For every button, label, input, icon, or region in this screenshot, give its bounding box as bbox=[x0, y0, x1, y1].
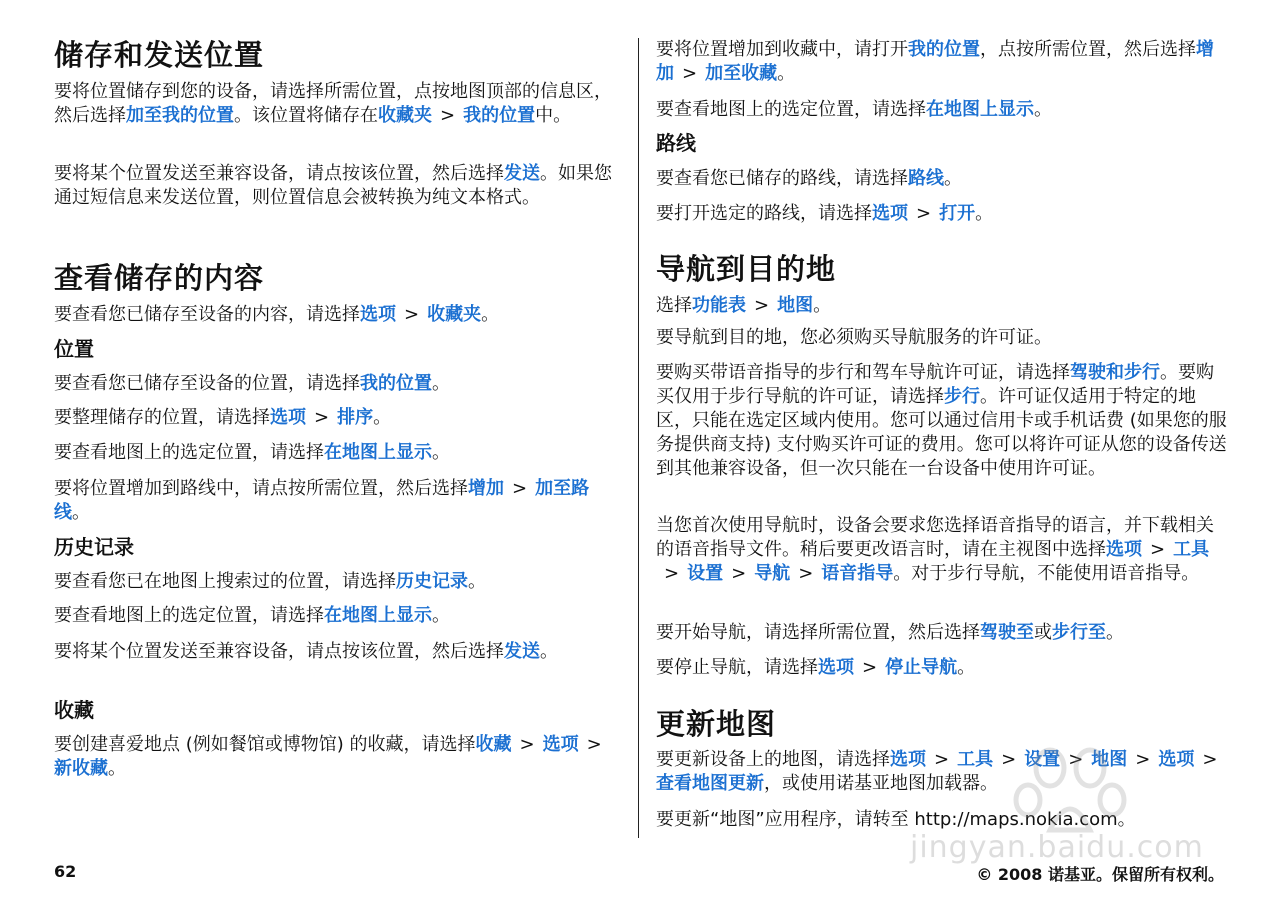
link-add-to-route[interactable]: 加至路线 bbox=[54, 478, 590, 523]
link-add-to-collection[interactable]: 加至收藏 bbox=[705, 63, 778, 84]
link-favorites[interactable]: 收藏夹 bbox=[427, 304, 482, 325]
paragraph-view-routes: 要查看您已储存的路线，请选择路线。 bbox=[656, 168, 962, 189]
paragraph-view-history: 要查看您已在地图上搜索过的位置，请选择历史记录。 bbox=[54, 571, 486, 592]
link-sort[interactable]: 排序 bbox=[337, 407, 374, 428]
section-title-save-send: 储存和发送位置 bbox=[54, 38, 265, 72]
paragraph-show-on-map-3: 要查看地图上的选定位置，请选择在地图上显示。 bbox=[656, 99, 1052, 120]
link-drive-and-walk[interactable]: 驾驶和步行 bbox=[1070, 362, 1160, 383]
link-navigation[interactable]: 导航 bbox=[754, 563, 791, 584]
paragraph-send-location: 要将某个位置发送至兼容设备，请点按该位置，然后选择发送。如果您通过短信息来发送位置，则位置信息会被转换为纯文本格式。 bbox=[54, 163, 612, 208]
paragraph-add-to-collection: 要将位置增加到收藏中，请打开我的位置，点按所需位置，然后选择增加 > 加至收藏。 bbox=[656, 39, 1214, 84]
link-options[interactable]: 选项 bbox=[890, 749, 926, 770]
link-settings[interactable]: 设置 bbox=[1024, 749, 1061, 770]
paragraph-update-maps: 要更新设备上的地图，请选择选项 > 工具 > 设置 > 地图 > 选项 >查看地图更新，或使用诺基亚地图加载器。 bbox=[656, 749, 1218, 794]
paragraph-stop-navigation: 要停止导航，请选择选项 > 停止导航。 bbox=[656, 657, 976, 678]
link-walk-to[interactable]: 步行至 bbox=[1052, 622, 1106, 643]
link-stop-navigation[interactable]: 停止导航 bbox=[885, 657, 958, 678]
subheading-routes: 路线 bbox=[656, 131, 696, 155]
link-add[interactable]: 增加 bbox=[656, 39, 1214, 84]
paragraph-voice-guidance: 当您首次使用导航时，设备会要求您选择语音指导的语言，并下载相关的语音指导文件。稍后要更改语言时，请在主视图中选择选项 > 工具> 设置 > 导航 > 语音指导。对于步行导航，不能使用语音指导。 bbox=[656, 515, 1214, 584]
paragraph-view-saved: 要查看您已储存至设备的内容，请选择选项 > 收藏夹。 bbox=[54, 304, 500, 325]
link-maps[interactable]: 地图 bbox=[777, 295, 814, 316]
paragraph-view-places: 要查看您已储存至设备的位置，请选择我的位置。 bbox=[54, 373, 450, 394]
link-menu[interactable]: 功能表 bbox=[692, 295, 746, 316]
link-my-places[interactable]: 我的位置 bbox=[463, 105, 536, 126]
paragraph-sort-places: 要整理储存的位置，请选择选项 > 排序。 bbox=[54, 407, 392, 428]
link-options[interactable]: 选项 bbox=[542, 734, 579, 755]
link-add-to-my-places[interactable]: 加至我的位置 bbox=[126, 105, 234, 126]
link-voice-guidance[interactable]: 语音指导 bbox=[821, 563, 894, 584]
paragraph-show-on-map: 要查看地图上的选定位置，请选择在地图上显示。 bbox=[54, 442, 450, 463]
paragraph-create-collection: 要创建喜爱地点 (例如餐馆或博物馆) 的收藏，请选择收藏 > 选项 >新收藏。 bbox=[54, 734, 602, 779]
link-options[interactable]: 选项 bbox=[1158, 749, 1195, 770]
link-options[interactable]: 选项 bbox=[872, 203, 908, 224]
link-show-on-map[interactable]: 在地图上显示 bbox=[926, 99, 1034, 120]
paragraph-start-navigation: 要开始导航，请选择所需位置，然后选择驾驶至或步行至。 bbox=[656, 622, 1124, 643]
page-number: 62 bbox=[54, 862, 77, 881]
link-routes[interactable]: 路线 bbox=[908, 168, 944, 189]
link-new-collection[interactable]: 新收藏 bbox=[54, 758, 108, 779]
link-options[interactable]: 选项 bbox=[360, 304, 396, 325]
subheading-history: 历史记录 bbox=[54, 535, 134, 559]
watermark-text: jingyan.baidu.com bbox=[910, 830, 1204, 865]
link-history[interactable]: 历史记录 bbox=[396, 571, 468, 592]
subheading-collections: 收藏 bbox=[54, 698, 94, 722]
paragraph-select-maps: 选择功能表 > 地图。 bbox=[656, 295, 832, 316]
link-collections[interactable]: 收藏 bbox=[475, 734, 512, 755]
copyright: © 2008 诺基亚。保留所有权利。 bbox=[976, 865, 1224, 884]
subheading-places: 位置 bbox=[54, 337, 94, 361]
link-open[interactable]: 打开 bbox=[939, 203, 976, 224]
paragraph-add-to-route: 要将位置增加到路线中，请点按所需位置，然后选择增加 > 加至路线。 bbox=[54, 478, 590, 523]
link-tools[interactable]: 工具 bbox=[957, 749, 994, 770]
link-check-map-updates[interactable]: 查看地图更新 bbox=[656, 773, 764, 794]
link-options[interactable]: 选项 bbox=[270, 407, 306, 428]
link-walk[interactable]: 步行 bbox=[944, 386, 980, 407]
paragraph-show-on-map-2: 要查看地图上的选定位置，请选择在地图上显示。 bbox=[54, 605, 450, 626]
paragraph-buy-license: 要购买带语音指导的步行和驾车导航许可证，请选择驾驶和步行。要购买仅用于步行导航的许可证，请选择步行。许可证仅适用于特定的地区，只能在选定区域内使用。您可以通过信用卡或手机话费 (如果您的服务提供商支持) 支付购买许可证的费用。您可以将许可证从您的设备传送到其他兼容设备，但一次只能在一台设备中使用许可证。 bbox=[656, 362, 1227, 479]
link-favorites[interactable]: 收藏夹 bbox=[378, 105, 432, 126]
section-title-view-saved: 查看储存的内容 bbox=[54, 261, 265, 295]
section-title-update-maps: 更新地图 bbox=[656, 707, 777, 741]
link-drive-to[interactable]: 驾驶至 bbox=[980, 622, 1034, 643]
link-send[interactable]: 发送 bbox=[504, 641, 540, 662]
link-my-places[interactable]: 我的位置 bbox=[908, 39, 980, 60]
link-add[interactable]: 增加 bbox=[468, 478, 504, 499]
link-settings[interactable]: 设置 bbox=[687, 563, 724, 584]
link-tools[interactable]: 工具 bbox=[1173, 539, 1210, 560]
link-show-on-map[interactable]: 在地图上显示 bbox=[324, 442, 432, 463]
section-title-navigate: 导航到目的地 bbox=[656, 252, 837, 286]
paragraph-send-location-2: 要将某个位置发送至兼容设备，请点按该位置，然后选择发送。 bbox=[54, 641, 558, 662]
link-maps[interactable]: 地图 bbox=[1091, 749, 1128, 770]
paragraph-save-location: 要将位置储存到您的设备，请选择所需位置，点按地图顶部的信息区，然后选择加至我的位置。该位置将储存在收藏夹 > 我的位置中。 bbox=[54, 81, 612, 126]
link-show-on-map[interactable]: 在地图上显示 bbox=[324, 605, 432, 626]
link-options[interactable]: 选项 bbox=[818, 657, 854, 678]
link-send[interactable]: 发送 bbox=[504, 163, 540, 184]
link-my-places[interactable]: 我的位置 bbox=[360, 373, 432, 394]
paragraph-update-app: 要更新“地图”应用程序，请转至 http://maps.nokia.com。 bbox=[656, 809, 1136, 830]
paragraph-license-required: 要导航到目的地，您必须购买导航服务的许可证。 bbox=[656, 327, 1052, 348]
paragraph-open-route: 要打开选定的路线，请选择选项 > 打开。 bbox=[656, 203, 994, 224]
link-options[interactable]: 选项 bbox=[1106, 539, 1142, 560]
column-divider bbox=[638, 38, 639, 838]
